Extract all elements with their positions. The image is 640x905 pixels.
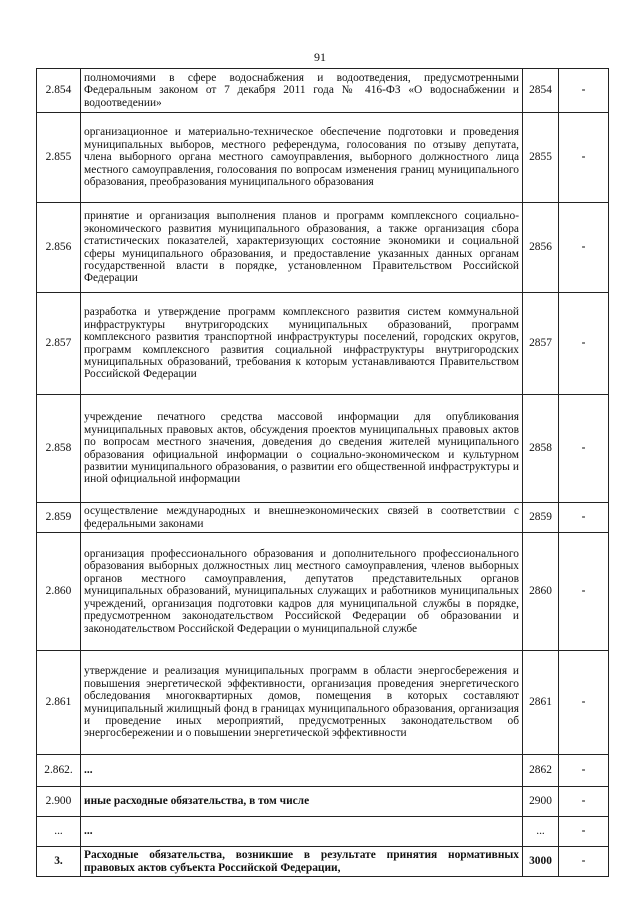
row-line-code: ...: [523, 817, 559, 847]
row-text: осуществление международных и внешнеэкономических связей в соответствии с федеральными законами: [81, 503, 523, 533]
row-value: -: [559, 787, 609, 817]
row-code: ...: [37, 817, 81, 847]
table-row: [37, 755, 609, 787]
row-value: -: [559, 755, 609, 787]
table-row: [37, 503, 609, 533]
row-value: -: [559, 113, 609, 203]
row-value: -: [559, 203, 609, 293]
row-line-code: 2859: [523, 503, 559, 533]
row-code: 2.856: [37, 203, 81, 293]
row-code: 2.862.: [37, 755, 81, 787]
row-line-code: 3000: [523, 847, 559, 877]
table-row: [37, 113, 609, 203]
row-line-code: 2858: [523, 395, 559, 503]
row-code: 2.859: [37, 503, 81, 533]
row-line-code: 2857: [523, 293, 559, 395]
row-value: -: [559, 503, 609, 533]
row-value: -: [559, 847, 609, 877]
row-line-code: 2854: [523, 69, 559, 113]
row-text: принятие и организация выполнения планов и программ комплексного социально-экономического развития муниципального образования, а также организация сбора статистических показателей, характеризующих состояние экономики и социальной сферы муниципального образования, и предоставление указанных данных органам государственной власти в порядке, установленном Правительством Российской Федерации: [81, 203, 523, 293]
row-code: 3.: [37, 847, 81, 877]
row-line-code: 2900: [523, 787, 559, 817]
row-text: ...: [81, 755, 523, 787]
row-code: 2.900: [37, 787, 81, 817]
row-line-code: 2856: [523, 203, 559, 293]
row-line-code: 2855: [523, 113, 559, 203]
row-code: 2.860: [37, 533, 81, 651]
row-text: утверждение и реализация муниципальных программ в области энергосбережения и повышения энергетической эффективности, организация проведения энергетического обследования многоквартирных домов, помещения в которых составляют муниципальный жилищный фонд в границах муниципального образования, организация и проведение иных мероприятий, предусмотренных законодательством об энергосбережении и о повышении энергетической эффективности: [81, 651, 523, 755]
row-line-code: 2861: [523, 651, 559, 755]
row-value: -: [559, 533, 609, 651]
table-row: [37, 787, 609, 817]
table-row: [37, 847, 609, 877]
row-value: -: [559, 651, 609, 755]
expenditure-table: [36, 68, 609, 877]
row-text: организационное и материально-техническое обеспечение подготовки и проведения муниципальных выборов, местного референдума, голосования по отзыву депутата, члена выборного органа местного самоуправления, выборного должностного лица местного самоуправления, голосования по вопросам изменения границ муниципального образования, преобразования муниципального образования: [81, 113, 523, 203]
row-code: 2.854: [37, 69, 81, 113]
table-row: [37, 395, 609, 503]
row-code: 2.857: [37, 293, 81, 395]
row-text: Расходные обязательства, возникшие в результате принятия нормативных правовых актов субъекта Российской Федерации,: [81, 847, 523, 877]
table-row: [37, 817, 609, 847]
table-row: [37, 293, 609, 395]
row-text: ...: [81, 817, 523, 847]
row-code: 2.858: [37, 395, 81, 503]
row-text: полномочиями в сфере водоснабжения и водоотведения, предусмотренными Федеральным законом от 7 декабря 2011 года № 416-ФЗ «О водоснабжении и водоотведении»: [81, 69, 523, 113]
row-value: -: [559, 293, 609, 395]
row-code: 2.861: [37, 651, 81, 755]
table-row: [37, 651, 609, 755]
page-number: 91: [314, 50, 326, 64]
row-value: -: [559, 817, 609, 847]
row-text: разработка и утверждение программ комплексного развития систем коммунальной инфраструктуры внутригородских муниципальных образований, программ комплексного развития транспортной инфраструктуры поселений, городских округов, программ комплексного развития социальной инфраструктуры внутригородских муниципальных образований, требования к которым устанавливаются Правительством Российской Федерации: [81, 293, 523, 395]
row-code: 2.855: [37, 113, 81, 203]
table-row: [37, 203, 609, 293]
row-text: организация профессионального образования и дополнительного профессионального образования выборных должностных лиц местного самоуправления, членов выборных органов местного самоуправления, депутатов представительных органов муниципальных образований, муниципальных служащих и работников муниципальных учреждений, организация подготовки кадров для муниципальной службы в порядке, предусмотренном законодательством Российской Федерации об образовании и законодательством Российской Федерации о муниципальной службе: [81, 533, 523, 651]
row-text: иные расходные обязательства, в том числе: [81, 787, 523, 817]
table-row: [37, 533, 609, 651]
row-line-code: 2862: [523, 755, 559, 787]
row-value: -: [559, 395, 609, 503]
row-line-code: 2860: [523, 533, 559, 651]
row-text: учреждение печатного средства массовой информации для опубликования муниципальных правовых актов, обсуждения проектов муниципальных правовых актов по вопросам местного значения, доведения до сведения жителей муниципального образования официальной информации о социально-экономическом и культурном развитии муниципального образования, о развитии его общественной инфраструктуры и иной официальной информации: [81, 395, 523, 503]
table-row: [37, 69, 609, 113]
row-value: -: [559, 69, 609, 113]
